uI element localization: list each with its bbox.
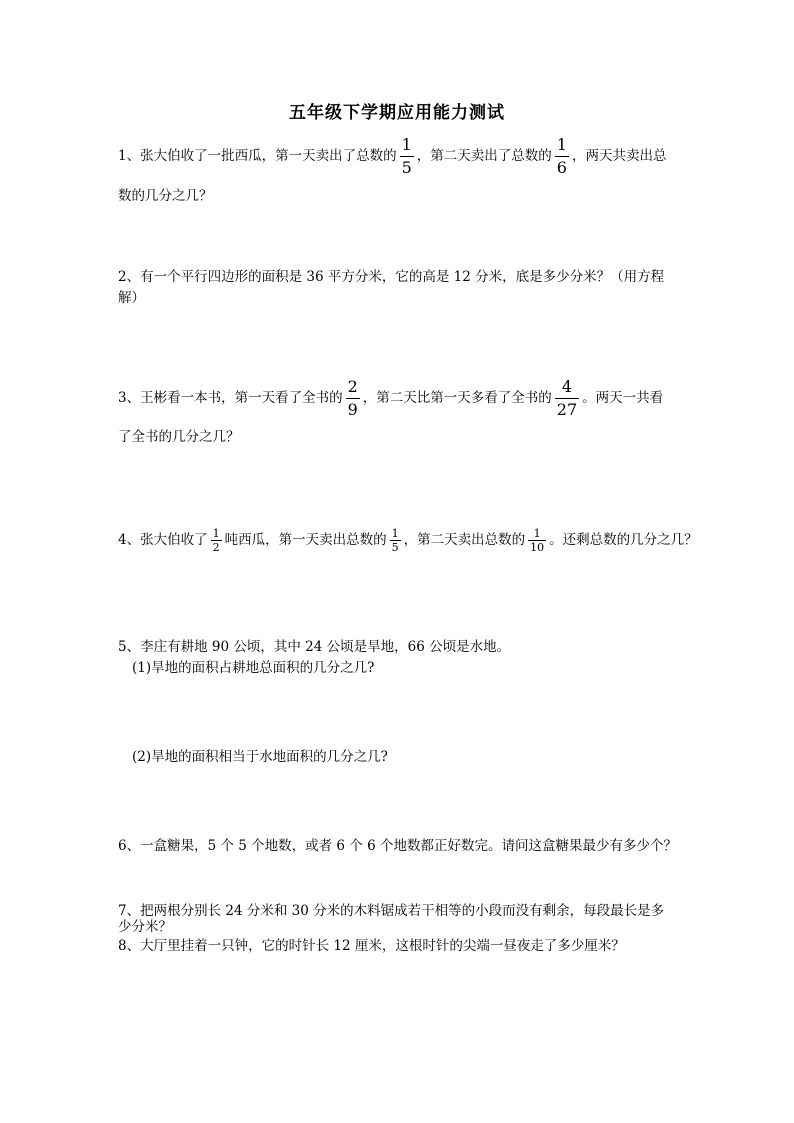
q4-f2-numerator: 1 (391, 527, 399, 540)
q4-text-d: 。还剩总数的几分之几？ (549, 532, 698, 548)
q4-text-c: ，第二天卖出总数的 (403, 532, 526, 548)
question-3-line-2: 了全书的几分之几？ (118, 429, 240, 445)
q3-text-c: 。两天一共看 (582, 390, 664, 406)
q1-f2-numerator: 1 (556, 135, 567, 154)
q1-f2-denominator: 6 (556, 158, 567, 177)
q3-f2-denominator: 27 (556, 400, 578, 419)
q4-fraction-2 (390, 528, 401, 553)
question-2-line-2: 解） (118, 290, 145, 306)
q1-text-a: 1、张大伯收了一批西瓜，第一天卖出了总数的 (118, 148, 397, 164)
q3-f2-numerator: 4 (561, 377, 573, 396)
q1-fraction-2 (555, 137, 569, 176)
q3-f1-denominator: 9 (347, 400, 358, 419)
q1-text-c: ，两天共卖出总 (571, 148, 667, 164)
q1-f1-denominator: 5 (401, 158, 412, 177)
question-7-line-2: 少分米？ (118, 919, 172, 935)
q4-f3-denominator: 10 (530, 541, 545, 554)
q4-f1-denominator: 2 (212, 541, 220, 554)
q1-fraction-1 (400, 137, 414, 176)
q3-fraction-2 (555, 379, 579, 418)
question-1-line-2: 数的几分之几？ (118, 188, 213, 204)
q4-f3-numerator: 1 (533, 527, 541, 540)
question-3-line-1 (118, 379, 663, 418)
question-7-line-1: 7、把两根分别长 24 分米和 30 分米的木料锯成若干相等的小段而没有剩余，每段最长是多 (118, 903, 665, 919)
question-4-line (118, 528, 698, 553)
q4-text-b: 吨西瓜，第一天卖出总数的 (224, 532, 387, 548)
q1-f1-numerator: 1 (401, 135, 412, 154)
q3-fraction-1 (346, 379, 360, 418)
page-title: 五年级下学期应用能力测试 (289, 103, 505, 123)
question-8: 8、大厅里挂着一只钟，它的时针长 12 厘米，这根时针的尖端一昼夜走了多少厘米？ (118, 938, 625, 954)
question-5-sub-2: (2)旱地的面积相当于水地面积的几分之几? (132, 749, 388, 765)
q3-text-b: ，第二天比第一天多看了全书的 (362, 390, 552, 406)
q4-f2-denominator: 5 (391, 541, 399, 554)
q4-fraction-3 (528, 528, 546, 553)
q4-f1-numerator: 1 (212, 527, 220, 540)
q3-f1-numerator: 2 (347, 377, 358, 396)
q3-text-a: 3、王彬看一本书，第一天看了全书的 (118, 390, 343, 406)
question-5-line-1: 5、李庄有耕地 90 公顷，其中 24 公顷是旱地，66 公顷是水地。 (118, 639, 511, 655)
question-6: 6、一盒糖果，5 个 5 个地数，或者 6 个 6 个地数都正好数完。请问这盒糖果最少有多少个？ (118, 838, 677, 854)
question-1-line-1 (118, 137, 666, 176)
question-2-line-1: 2、有一个平行四边形的面积是 36 平方分米，它的高是 12 分米，底是多少分米？（用方程 (118, 269, 665, 285)
q4-text-a: 4、张大伯收了 (118, 532, 208, 548)
q4-fraction-1 (211, 528, 222, 553)
q1-text-b: ，第二天卖出了总数的 (416, 148, 552, 164)
question-5-sub-1: (1)旱地的面积占耕地总面积的几分之几? (132, 660, 375, 676)
